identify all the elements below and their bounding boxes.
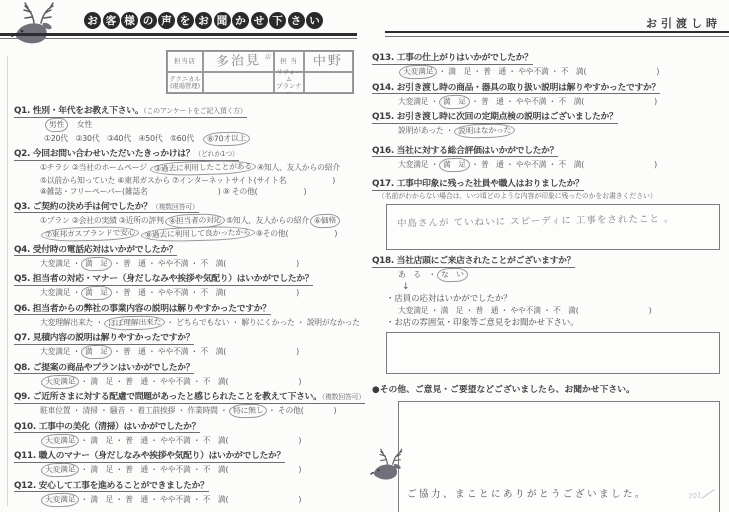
q12-options: 大変満足 ・ 満 足 ・ 普 通 ・ やや不満 ・ 不 満( ): [14, 493, 362, 507]
circled-answer: 満 足: [81, 256, 112, 270]
header-rule-left: [0, 33, 357, 36]
circled-answer: ほぼ理解出来た: [104, 315, 166, 330]
branch-suffix: 店: [264, 54, 271, 61]
q18-impression-box: [386, 332, 720, 374]
circled-answer: ⑥70才以上: [202, 131, 249, 146]
staff-table-technical-value: [203, 72, 274, 93]
q3-options-line2: ⑦東邦ガスブランドで安心 ⑧過去に利用して良かったから ⑨その他( ): [14, 227, 362, 241]
deer-logo-bottom-icon: [368, 446, 410, 488]
q5-options: 大変満足 ・ 満 足 ・ 普 通 ・ やや不満 ・ 不 満( ): [14, 286, 362, 300]
circled-answer: ⑥価格: [310, 213, 340, 227]
question-q15: Q15. お引き渡し時に次回の定期点検の説明はございましたか？ 説明があった ・ 説明はなかった: [372, 111, 724, 138]
branch-handwriting: 多治見: [215, 53, 262, 70]
circled-answer: 大変満足: [399, 64, 438, 79]
staff-table: [166, 50, 354, 97]
q18-arrow: ↓: [402, 281, 410, 292]
q4-options: 大変満足 ・ 満 足 ・ 普 通 ・ やや不満 ・ 不 満( ): [14, 257, 362, 271]
staff-table-branch-label: 担当店: [167, 51, 203, 72]
q10-options: 大変満足 ・ 満 足 ・ 普 通 ・ やや不満 ・ 不 満( ): [14, 434, 362, 448]
circled-answer: ⑦東邦ガスブランドで安心: [41, 226, 140, 242]
q2-options-line2: ⑤以前から知っていた ⑥東邦ガスから ⑦インターネットサイト(サイト名 ): [40, 175, 336, 185]
circled-answer: 特に無し: [228, 403, 267, 418]
q1-gender-options: 男性 女性: [14, 118, 362, 132]
q18-sub2-label: ・お店の雰囲気・印象等ご意見をお聞かせ下さい。: [386, 317, 579, 327]
handover-section-label: お引渡し時: [646, 17, 721, 30]
staff-table-technical-label: テクニカル (現場管理): [167, 72, 203, 93]
person-handwriting: 中野: [313, 53, 344, 70]
header-rule-left-thin: [0, 38, 357, 39]
circled-answer: 大変満足: [41, 374, 80, 389]
q9-options: 駐車位置 ・ 清掃 ・ 騒音 ・ 着工前挨拶 ・ 作業時間 ・ 特に無し ・ その他( ): [14, 404, 362, 418]
q14-options: 大変満足 ・ 満 足 ・ 普 通 ・ やや不満 ・ 不 満( ): [372, 95, 724, 109]
question-q18: Q18. 当社店頭にご来店されたことがございますか？ あ る ・ な い ↓ ・店員の応対はいかがでしたか？ 大変満足 ・ 満 足 ・ 普 通 ・ やや不満 ・ 不 満( ) ・お店の雰囲気・印象等ご意見をお聞かせ下さい。: [372, 255, 724, 374]
circled-answer: 男性: [45, 118, 69, 132]
header-rule-right-thin: [385, 36, 729, 37]
thank-you-message: ご協力、まことにありがとうございました。: [407, 489, 648, 500]
circled-answer: な い: [437, 268, 468, 282]
circled-answer: 大変満足: [41, 492, 80, 507]
q13-options: 大変満足 ・ 満 足 ・ 普 通 ・ やや不満 ・ 不 満( ): [372, 65, 724, 79]
page-title: お 客 様 の 声 を お 聞 か せ 下 さ い: [84, 9, 325, 29]
corner-pencil-mark: 701: [688, 489, 718, 501]
question-q3: Q3. ご契約の決め手は何でしたか？（複数回答可） ①プラン ②会社の実績 ③近所の評判 ④担当者の対応 ⑤知人、友人からの紹介 ⑥価格 ⑦東邦ガスブランドで安心 ⑧過去に利用して良かったから ⑨その他( ): [14, 201, 362, 241]
q17-comment-box: [386, 204, 720, 250]
circled-answer: 大変満足: [41, 462, 80, 477]
right-question-column: [372, 52, 724, 512]
q11-options: 大変満足 ・ 満 足 ・ 普 通 ・ やや不満 ・ 不 満( ): [14, 463, 362, 477]
question-q4: Q4. 受付時の電話応対はいかがでしたか？ 大変満足 ・ 満 足 ・ 普 通 ・ やや不満 ・ 不 満( ): [14, 244, 362, 271]
question-q14: Q14. お引き渡し時の商品・器具の取り扱い説明は解りやすかったですか？ 大変満足 ・ 満 足 ・ 普 通 ・ やや不満 ・ 不 満( ): [372, 82, 724, 109]
question-q9: Q9. ご近所さまに対する配慮で問題があったと感じられたことを教えて下さい。（複数回答可） 駐車位置 ・ 清掃 ・ 騒音 ・ 着工前挨拶 ・ 作業時間 ・ 特に無し ・ その他( ): [14, 391, 362, 418]
staff-table-person-value: [304, 51, 353, 72]
q18-visit-options: あ る ・ な い: [372, 268, 724, 282]
q17-note: （名前がわからない場合は、いつ頃どのような内容が印象に残ったのかをお書きください）: [378, 192, 657, 200]
question-q7: Q7. 見積内容の説明は解りやすかったですか？ 大変満足 ・ 満 足 ・ 普 通 ・ やや不満 ・ 不 満( ): [14, 332, 362, 359]
q18-staff-options: 大変満足 ・ 満 足 ・ 普 通 ・ やや不満 ・ 不 満( ): [398, 305, 652, 315]
question-q16: Q16. 当社に対する総合評価はいかがでしたか？ 大変満足 ・ 満 足 ・ 普 通 ・ やや不満 ・ 不 満( ): [372, 145, 724, 172]
q2-options-line3: ⑧雑誌・フリーペーパー(雑誌名 ) ⑨ その他( ): [40, 187, 307, 196]
q6-options: 大変理解出来た ・ ほぼ理解出来た ・ どちらでもない ・ 解りにくかった ・ 説明がなかった: [14, 316, 362, 330]
question-q6: Q6. 担当者からの弊社の事業内容の説明は解りやすかったですか？ 大変理解出来た ・ ほぼ理解出来た ・ どちらでもない ・ 解りにくかった ・ 説明がなかった: [14, 303, 362, 330]
page-edge-line: [7, 56, 8, 506]
q3-options-line1: ①プラン ②会社の実績 ③近所の評判 ④担当者の対応 ⑤知人、友人からの紹介 ⑥価格: [14, 214, 362, 228]
question-q1: Q1. 性別・年代をお教え下さい。（このアンケートをご記入頂く方） 男性 女性 ①20代 ②30代 ③40代 ④50代 ⑤60代 ⑥70才以上: [14, 105, 362, 145]
circled-answer: 満 足: [81, 345, 112, 359]
circled-answer: 満 足: [439, 157, 470, 171]
circled-answer: 説明はなかった: [454, 123, 516, 138]
staff-table-planner-label: リフォーム プランナー: [274, 72, 304, 93]
q18-sub1-label: ・店員の応対はいかがでしたか？: [386, 292, 512, 303]
circled-answer: 満 足: [439, 94, 470, 108]
question-q5: Q5. 担当者の対応・マナー（身だしなみや挨拶や気配り）はいかがでしたか？ 大変満足 ・ 満 足 ・ 普 通 ・ やや不満 ・ 不 満( ): [14, 273, 362, 300]
q16-options: 大変満足 ・ 満 足 ・ 普 通 ・ やや不満 ・ 不 満( ): [372, 158, 724, 172]
staff-table-planner-value: [304, 72, 353, 93]
circled-answer: 大変満足: [41, 433, 80, 448]
question-q13: Q13. 工事の仕上がりはいかがでしたか？ 大変満足 ・ 満 足 ・ 普 通 ・ やや不満 ・ 不 満( ): [372, 52, 724, 79]
staff-table-person-label: 担 当: [274, 51, 304, 72]
q17-handwritten-comment: 中島さんが ていねいに スピーディに 工事をされたこと 。: [396, 213, 675, 230]
question-q11: Q11. 職人のマナー（身だしなみや挨拶や気配り）はいかがでしたか？ 大変満足 ・ 満 足 ・ 普 通 ・ やや不満 ・ 不 満( ): [14, 450, 362, 477]
question-q17: Q17. 工事中印象に残った社員や職人はおりましたか？ （名前がわからない場合は、いつ頃どのような内容が印象に残ったのかをお書きください） 中島さんが ていねいに スピーディに 工事をされたこと 。: [372, 178, 724, 250]
other-comments-title: ●その他、ご意見・ご要望などございましたら、お聞かせ下さい。: [372, 385, 635, 395]
deer-logo-icon: [8, 1, 64, 51]
circled-answer: 満 足: [81, 286, 112, 300]
staff-table-branch-value: [203, 51, 274, 72]
left-question-column: [14, 105, 366, 509]
question-q8: Q8. ご提案の商品やプランはいかがでしたか？ 大変満足 ・ 満 足 ・ 普 通 ・ やや不満 ・ 不 満( ): [14, 362, 362, 389]
q1-age-options: ①20代 ②30代 ③40代 ④50代 ⑤60代 ⑥70才以上: [14, 132, 362, 146]
question-q10: Q10. 工事中の美化（清掃）はいかがでしたか？ 大変満足 ・ 満 足 ・ 普 通 ・ やや不満 ・ 不 満( ): [14, 421, 362, 448]
header-rule-right: [385, 31, 729, 33]
q8-options: 大変満足 ・ 満 足 ・ 普 通 ・ やや不満 ・ 不 満( ): [14, 375, 362, 389]
circled-answer: ⑧過去に利用して良かったから: [141, 226, 255, 242]
q15-options: 説明があった ・ 説明はなかった: [372, 124, 724, 138]
question-q2: Q2. 今回お問い合わせいただいたきっかけは？（どれか1つ） ①チラシ ②当社のホームページ ③過去に利用したことがある ④知人、友人からの紹介 ⑤以前から知っていた ⑥東邦ガスから ⑦インターネットサイト(サイト名 ) ⑧雑誌・フリーペーパー(雑誌名 ) ⑨ その他( ): [14, 148, 362, 198]
question-q12: Q12. 安心して工事を進めることができましたか？ 大変満足 ・ 満 足 ・ 普 通 ・ やや不満 ・ 不 満( ): [14, 480, 362, 507]
circled-answer: ④担当者の対応: [165, 213, 226, 228]
circled-answer: ③過去に利用したことがある: [150, 160, 256, 176]
q7-options: 大変満足 ・ 満 足 ・ 普 通 ・ やや不満 ・ 不 満( ): [14, 345, 362, 359]
q2-options-line1: ①チラシ ②当社のホームページ ③過去に利用したことがある ④知人、友人からの紹介: [14, 161, 362, 175]
